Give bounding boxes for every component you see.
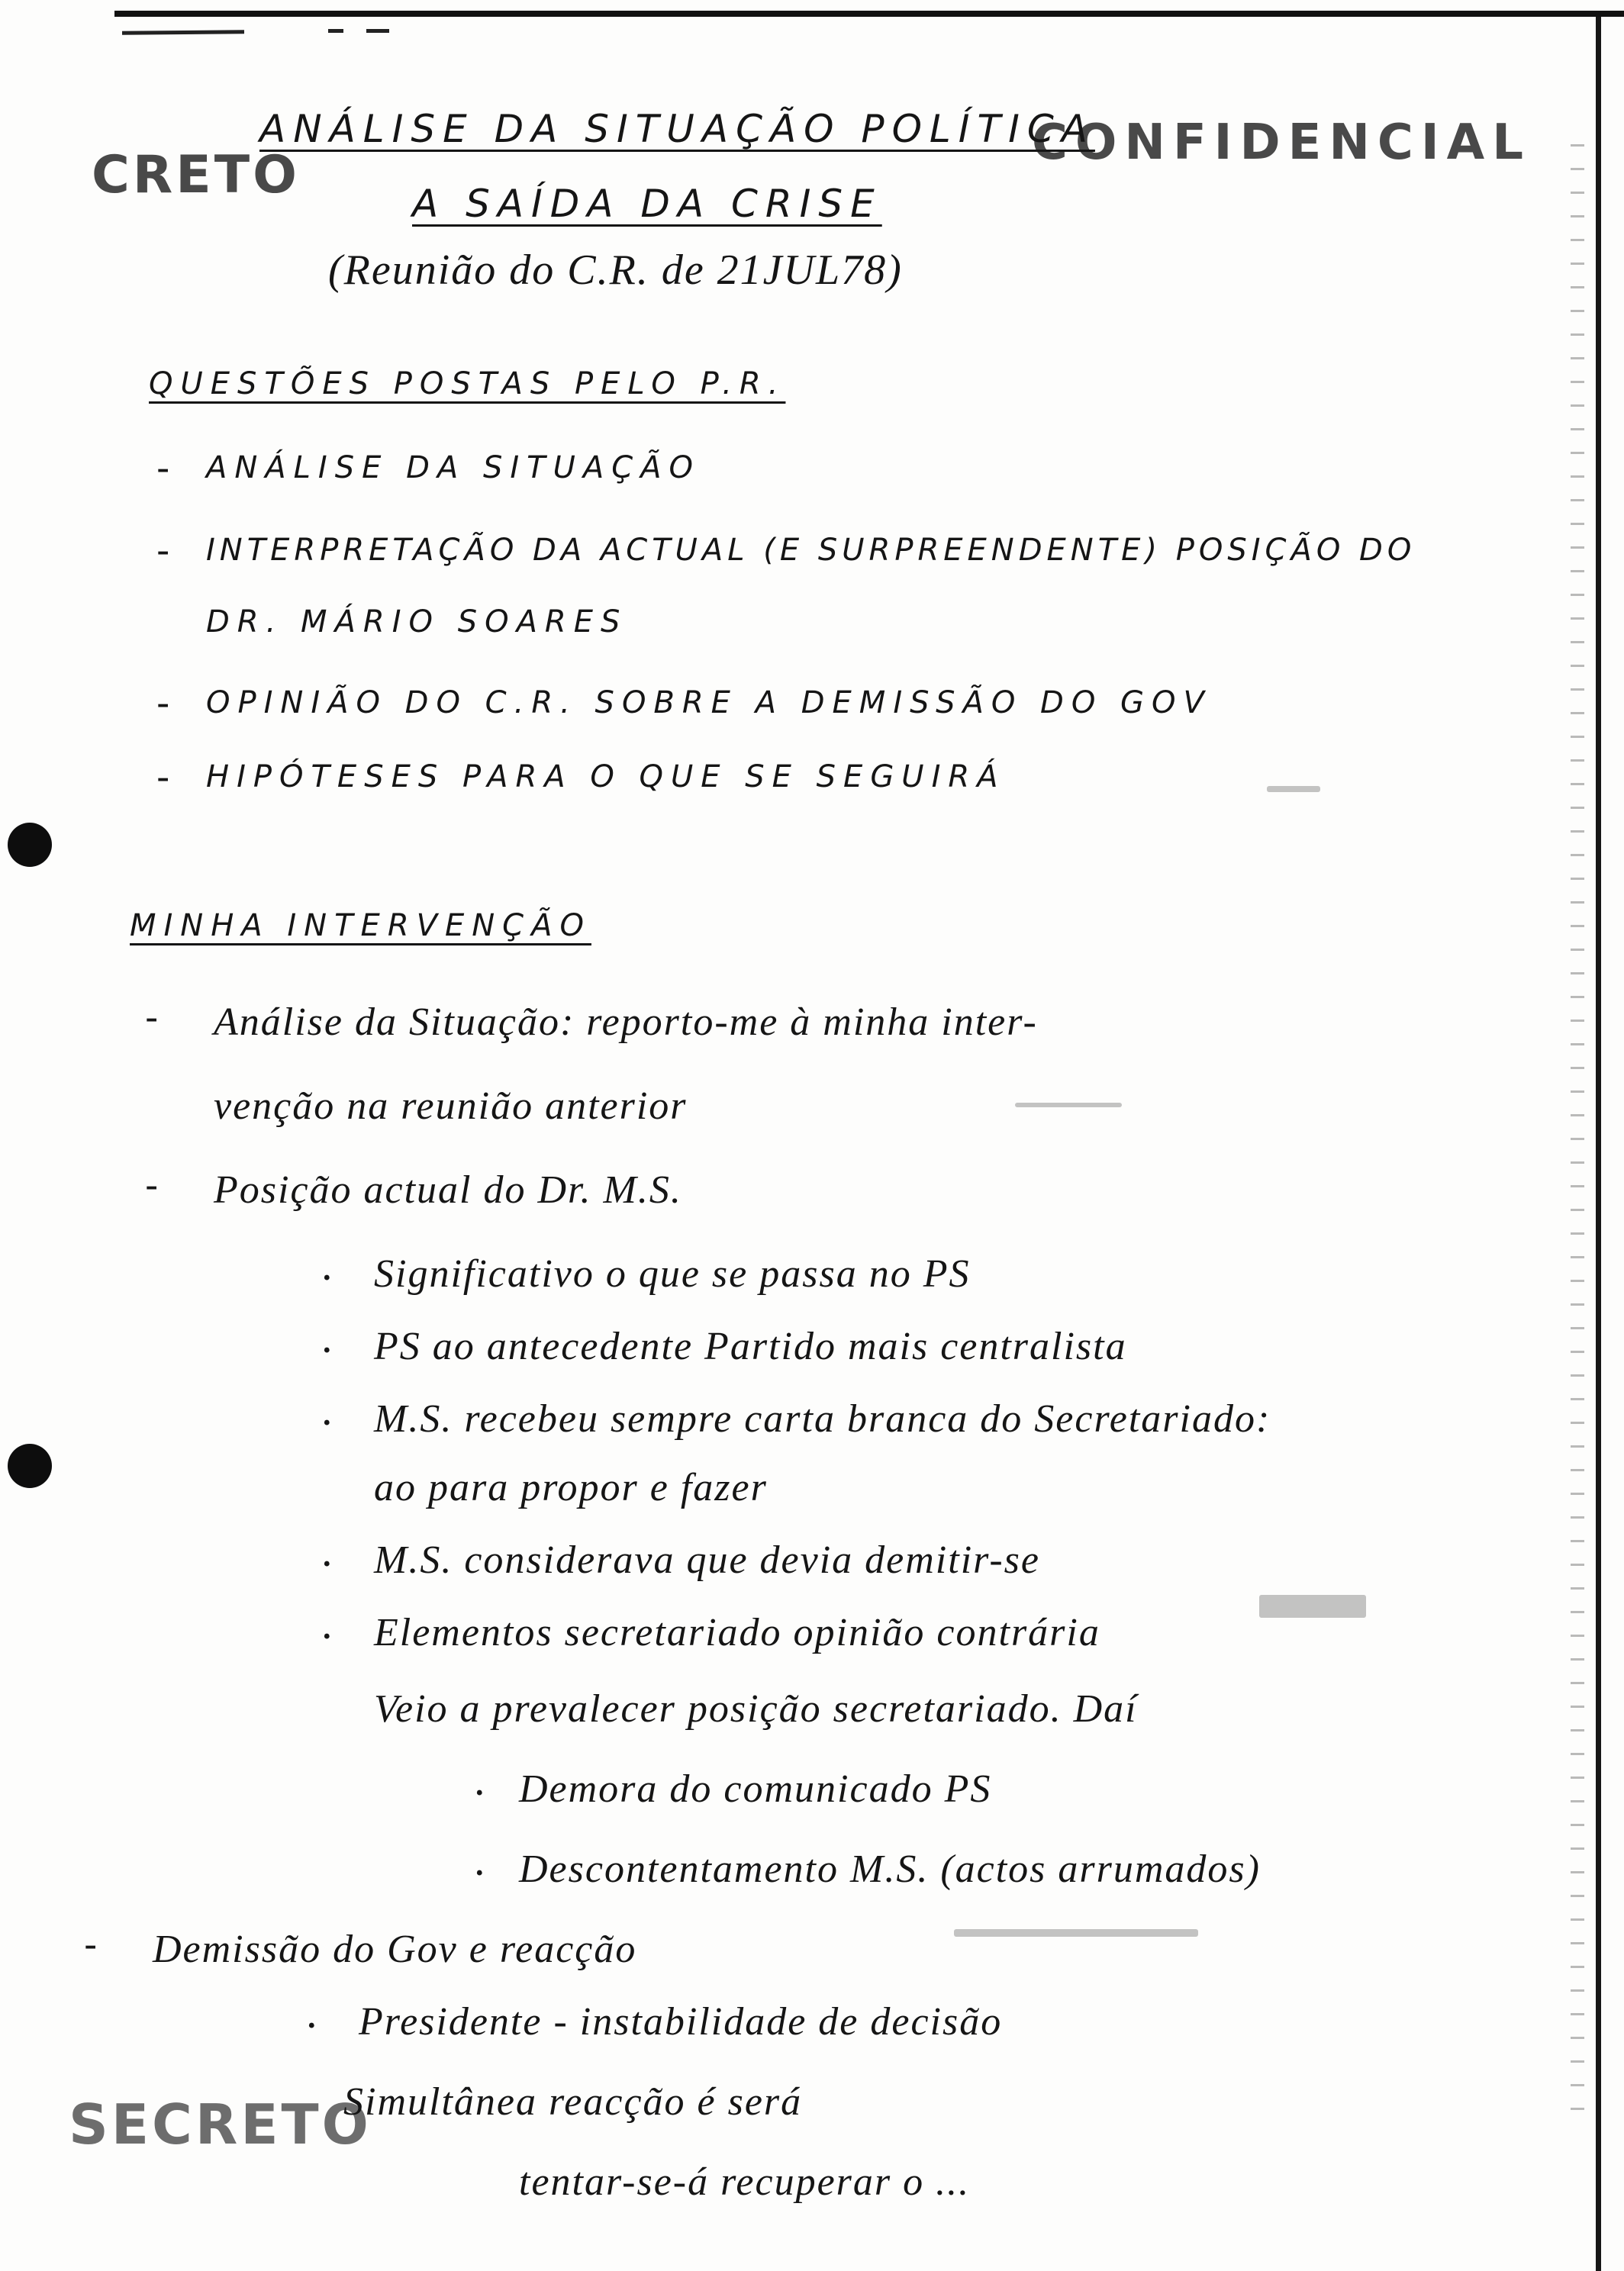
list-bullet: . [305,1992,318,2037]
list-bullet: . [321,1530,334,1576]
intervention-line: Elementos secretariado opinião contrária [374,1611,1100,1654]
list-dash: - [156,447,170,490]
question-item-continuation: DR. MÁRIO SOARES [206,604,628,639]
question-item: INTERPRETAÇÃO DA ACTUAL (E SURPREENDENTE) POSIÇÃO DO [206,533,1416,568]
intervention-line: Veio a prevalecer posição secretariado. Daí [374,1687,1138,1731]
intervention-line: M.S. recebeu sempre carta branca do Secretariado: [374,1397,1271,1441]
question-item: ANÁLISE DA SITUAÇÃO [206,450,701,485]
intervention-line: PS ao antecedente Partido mais centralista [374,1325,1127,1368]
intervention-line: Demora do comunicado PS [519,1767,992,1811]
confidential-stamp: CONFIDENCIAL [1032,114,1531,171]
intervention-line: Análise da Situação: reporto-me à minha inter- [214,1000,1038,1044]
secret-stamp-top: CRETO [92,145,300,205]
intervention-line: Posição actual do Dr. M.S. [214,1168,682,1212]
intervention-line: Descontentamento M.S. (actos arrumados) [519,1847,1261,1891]
secret-stamp-bottom: SECRETO [69,2092,372,2157]
question-item: HIPÓTESES PARA O QUE SE SEGUIRÁ [206,759,1006,794]
intervention-heading: MINHA INTERVENÇÃO [130,908,591,943]
intervention-line: Simultânea reacção é será [343,2080,803,2124]
scan-top-mark [122,30,244,34]
questions-heading: QUESTÕES POSTAS PELO P.R. [149,366,786,401]
scan-smudge [1015,1103,1122,1107]
intervention-line: Demissão do Gov e reacção [153,1928,637,1971]
intervention-line: Significativo o que se passa no PS [374,1252,971,1296]
scan-top-rule [114,11,1624,17]
list-bullet: . [321,1316,334,1362]
document-title: ANÁLISE DA SITUAÇÃO POLÍTICA [259,107,1095,151]
intervention-line: tentar-se-á recuperar o ... [519,2160,971,2204]
intervention-line: venção na reunião anterior [214,1084,688,1128]
list-bullet: . [321,1389,334,1435]
intervention-line: M.S. considerava que devia demitir-se [374,1538,1040,1582]
scan-dash-mark [328,29,343,33]
scan-right-edge [1596,17,1601,2271]
scan-right-specks [1571,137,1584,2121]
list-dash: - [84,1924,98,1967]
scan-smudge [954,1929,1198,1937]
document-subtitle-heading: A SAÍDA DA CRISE [412,182,882,226]
intervention-line: Presidente - instabilidade de decisão [359,2000,1003,2044]
scan-smudge [1267,786,1320,792]
list-dash: - [156,530,170,572]
list-dash: - [156,682,170,725]
list-bullet: . [321,1603,334,1648]
list-bullet: . [321,1244,334,1290]
list-bullet: . [473,1759,486,1805]
meeting-reference: (Reunião do C.R. de 21JUL78) [328,246,903,294]
scan-smudge [1259,1595,1366,1618]
list-dash: - [156,756,170,799]
list-dash: - [145,1164,159,1207]
intervention-line: ao para propor e fazer [374,1466,768,1509]
scan-dash-mark [366,29,389,33]
list-bullet: . [473,1839,486,1885]
punch-hole-bottom [8,1444,52,1488]
question-item: OPINIÃO DO C.R. SOBRE A DEMISSÃO DO GOV [206,685,1212,720]
punch-hole-top [8,823,52,867]
list-dash: - [145,997,159,1039]
